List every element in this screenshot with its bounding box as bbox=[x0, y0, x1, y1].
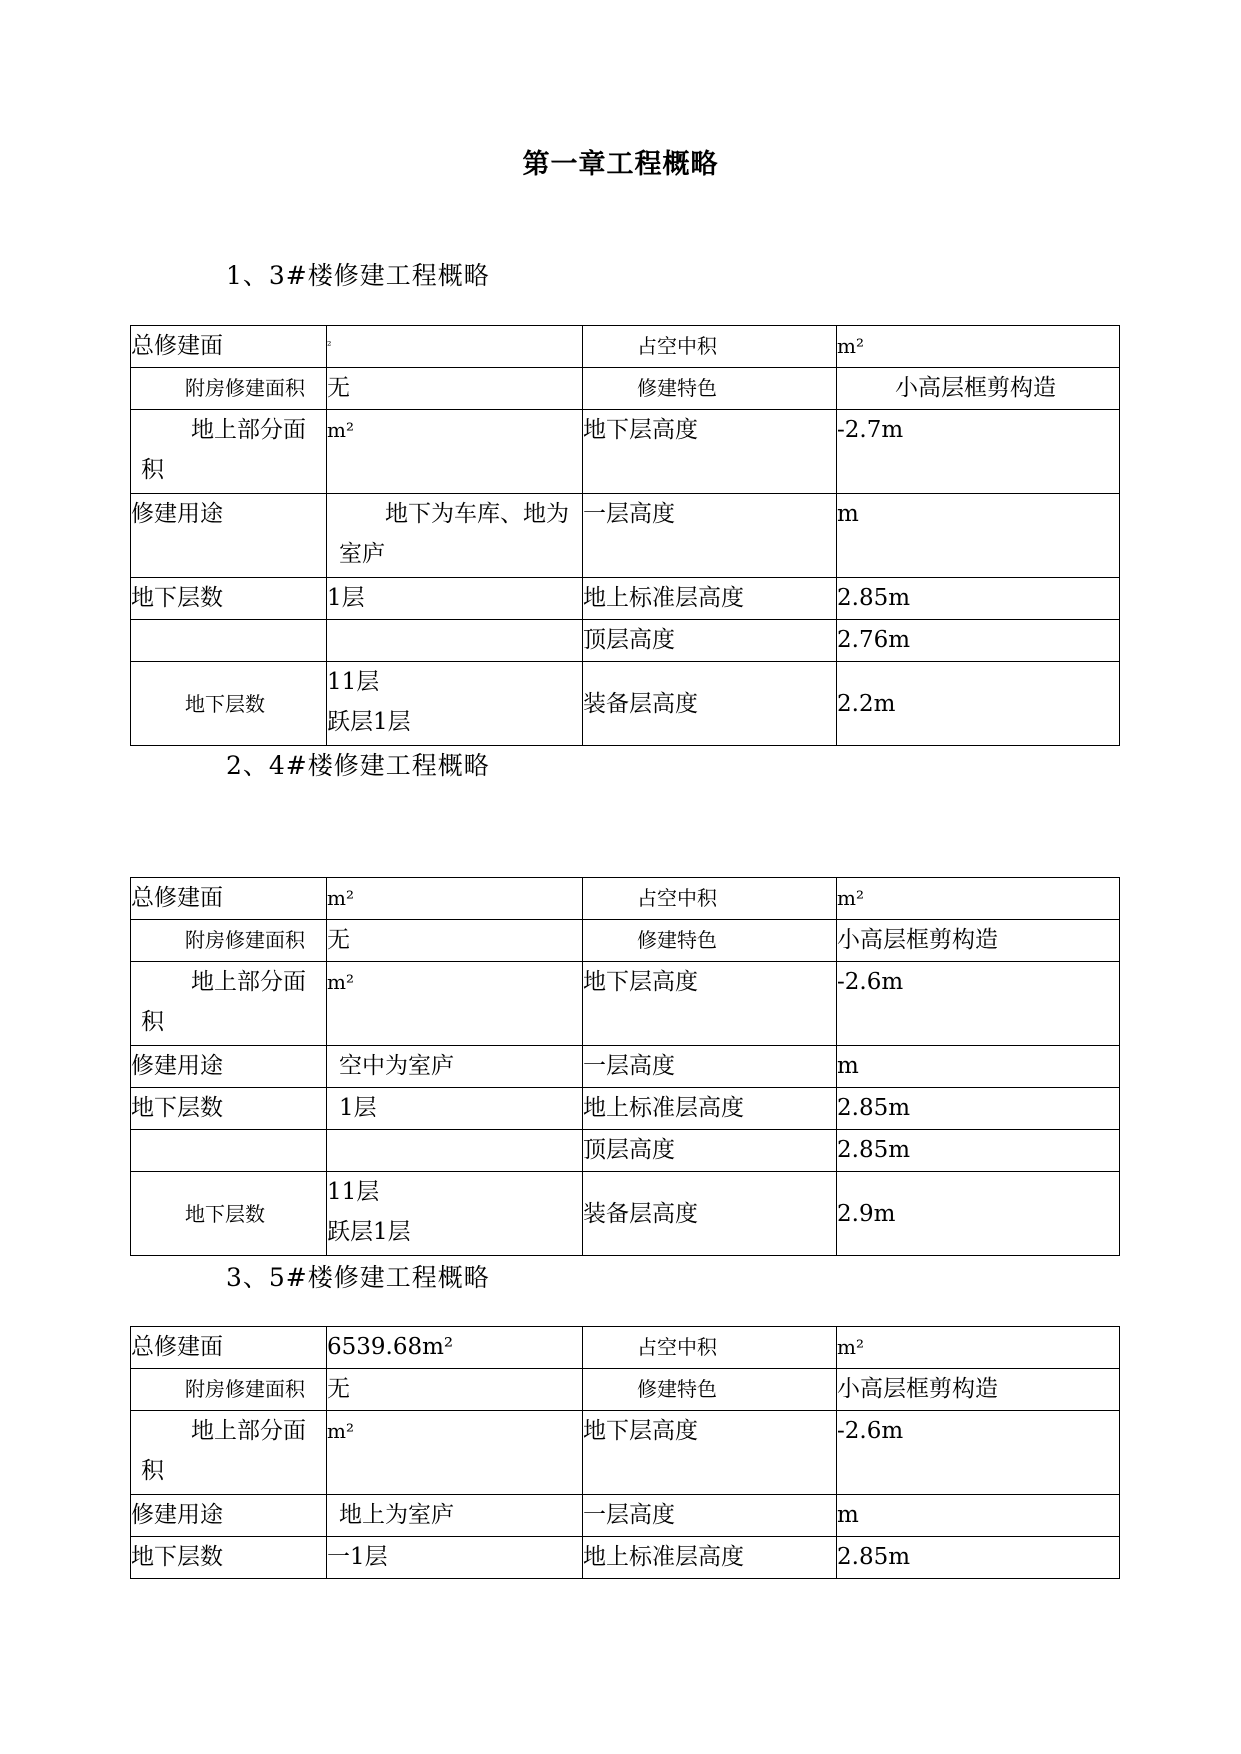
spec-table bbox=[130, 877, 1120, 1256]
table-cell: 一层高度 bbox=[583, 1495, 837, 1537]
table-cell: 2.2m bbox=[837, 662, 1120, 746]
table-cell: 地下层高度 bbox=[583, 410, 837, 494]
table-cell: 1层 bbox=[327, 578, 583, 620]
table-cell: 顶层高度 bbox=[583, 1130, 837, 1172]
table-cell: 地上标准层高度 bbox=[583, 1088, 837, 1130]
table-cell: 修建特色 bbox=[583, 1369, 837, 1411]
table-row bbox=[131, 1327, 1120, 1369]
table-cell: 6539.68m² bbox=[327, 1327, 583, 1369]
table-cell: m² bbox=[837, 326, 1120, 368]
table-cell: m² bbox=[327, 1411, 583, 1495]
table-cell: m² bbox=[327, 410, 583, 494]
table-cell: 修建特色 bbox=[583, 920, 837, 962]
table-cell: 地上部分面积 bbox=[131, 410, 327, 494]
table-cell: 修建用途 bbox=[131, 1495, 327, 1537]
table-cell: 地下层数 bbox=[131, 1088, 327, 1130]
table-cell: m² bbox=[837, 878, 1120, 920]
table-cell: 1层 bbox=[327, 1088, 583, 1130]
table-cell: 地上部分面积 bbox=[131, 1411, 327, 1495]
table-row bbox=[131, 878, 1120, 920]
table-cell: 2.9m bbox=[837, 1172, 1120, 1256]
table-cell: 无 bbox=[327, 1369, 583, 1411]
table-cell: 地下层高度 bbox=[583, 962, 837, 1046]
table-cell: -2.7m bbox=[837, 410, 1120, 494]
table-cell: 地下层数 bbox=[131, 578, 327, 620]
table-cell: 2.85m bbox=[837, 1130, 1120, 1172]
table-cell: -2.6m bbox=[837, 1411, 1120, 1495]
table-cell bbox=[327, 1172, 583, 1256]
spec-table bbox=[130, 325, 1120, 746]
table-cell: 总修建面 bbox=[131, 878, 327, 920]
table-row bbox=[131, 326, 1120, 368]
table-cell: 装备层高度 bbox=[583, 662, 837, 746]
table-cell: 小高层框剪构造 bbox=[837, 1369, 1120, 1411]
table-cell: 无 bbox=[327, 368, 583, 410]
table-row bbox=[131, 920, 1120, 962]
table-cell: 总修建面 bbox=[131, 1327, 327, 1369]
table-row bbox=[131, 1088, 1120, 1130]
table-cell: 一1层 bbox=[327, 1537, 583, 1579]
table-cell: 占空中积 bbox=[583, 878, 837, 920]
cell-line: 11层 bbox=[327, 669, 380, 695]
table-row bbox=[131, 1369, 1120, 1411]
table-row bbox=[131, 1537, 1120, 1579]
table-cell: 修建用途 bbox=[131, 494, 327, 578]
table-cell: 占空中积 bbox=[583, 1327, 837, 1369]
table-cell: 2.85m bbox=[837, 1537, 1120, 1579]
table-cell: m bbox=[837, 494, 1120, 578]
table-cell: 地上标准层高度 bbox=[583, 1537, 837, 1579]
table-cell: 一层高度 bbox=[583, 1046, 837, 1088]
table-cell: 地下层数 bbox=[131, 662, 327, 746]
table-cell: 地下层数 bbox=[131, 1172, 327, 1256]
cell-line: 11层 bbox=[327, 1179, 380, 1205]
table-cell: 修建特色 bbox=[583, 368, 837, 410]
section-heading: 3、5#楼修建工程概略 bbox=[226, 1263, 490, 1292]
table-cell: 无 bbox=[327, 920, 583, 962]
table-cell: 附房修建面积 bbox=[131, 1369, 327, 1411]
section-heading: 2、4#楼修建工程概略 bbox=[226, 751, 490, 780]
table-cell: 空中为室庐 bbox=[327, 1046, 583, 1088]
table-cell: 一层高度 bbox=[583, 494, 837, 578]
table-cell: m bbox=[837, 1046, 1120, 1088]
table-cell bbox=[131, 620, 327, 662]
table-row bbox=[131, 1130, 1120, 1172]
table-cell: 2.76m bbox=[837, 620, 1120, 662]
table-row bbox=[131, 578, 1120, 620]
table-cell: 地上标准层高度 bbox=[583, 578, 837, 620]
section-heading: 1、3#楼修建工程概略 bbox=[226, 261, 490, 290]
table-cell: ² bbox=[327, 326, 583, 368]
table-cell: 2.85m bbox=[837, 578, 1120, 620]
table-cell: 地下层高度 bbox=[583, 1411, 837, 1495]
table-cell bbox=[327, 620, 583, 662]
table-row bbox=[131, 494, 1120, 578]
table-cell: 顶层高度 bbox=[583, 620, 837, 662]
table-cell: m² bbox=[837, 1327, 1120, 1369]
table-cell: 小高层框剪构造 bbox=[837, 920, 1120, 962]
table-row bbox=[131, 1495, 1120, 1537]
table-row bbox=[131, 368, 1120, 410]
table-row bbox=[131, 620, 1120, 662]
table-cell: 地上部分面积 bbox=[131, 962, 327, 1046]
table-cell: 地下为车库、地为室庐 bbox=[327, 494, 583, 578]
table-row bbox=[131, 962, 1120, 1046]
table-cell: 地下层数 bbox=[131, 1537, 327, 1579]
table-cell: 附房修建面积 bbox=[131, 368, 327, 410]
table-row bbox=[131, 1172, 1120, 1256]
spec-table bbox=[130, 1326, 1120, 1579]
page-title: 第一章工程概略 bbox=[522, 149, 719, 180]
table-cell: m² bbox=[327, 962, 583, 1046]
table-cell: 小高层框剪构造 bbox=[837, 368, 1120, 410]
table-row bbox=[131, 1411, 1120, 1495]
table-cell: 附房修建面积 bbox=[131, 920, 327, 962]
table-cell: 修建用途 bbox=[131, 1046, 327, 1088]
table-cell: 2.85m bbox=[837, 1088, 1120, 1130]
table-cell: 占空中积 bbox=[583, 326, 837, 368]
table-cell bbox=[327, 1130, 583, 1172]
table-cell: 总修建面 bbox=[131, 326, 327, 368]
table-row bbox=[131, 1046, 1120, 1088]
table-cell: 地上为室庐 bbox=[327, 1495, 583, 1537]
table-row bbox=[131, 662, 1120, 746]
table-cell bbox=[327, 662, 583, 746]
table-cell bbox=[131, 1130, 327, 1172]
cell-line: 跃层1层 bbox=[327, 709, 411, 735]
table-row bbox=[131, 410, 1120, 494]
cell-line: 跃层1层 bbox=[327, 1219, 411, 1245]
table-cell: m bbox=[837, 1495, 1120, 1537]
table-cell: -2.6m bbox=[837, 962, 1120, 1046]
table-cell: 装备层高度 bbox=[583, 1172, 837, 1256]
table-cell: m² bbox=[327, 878, 583, 920]
